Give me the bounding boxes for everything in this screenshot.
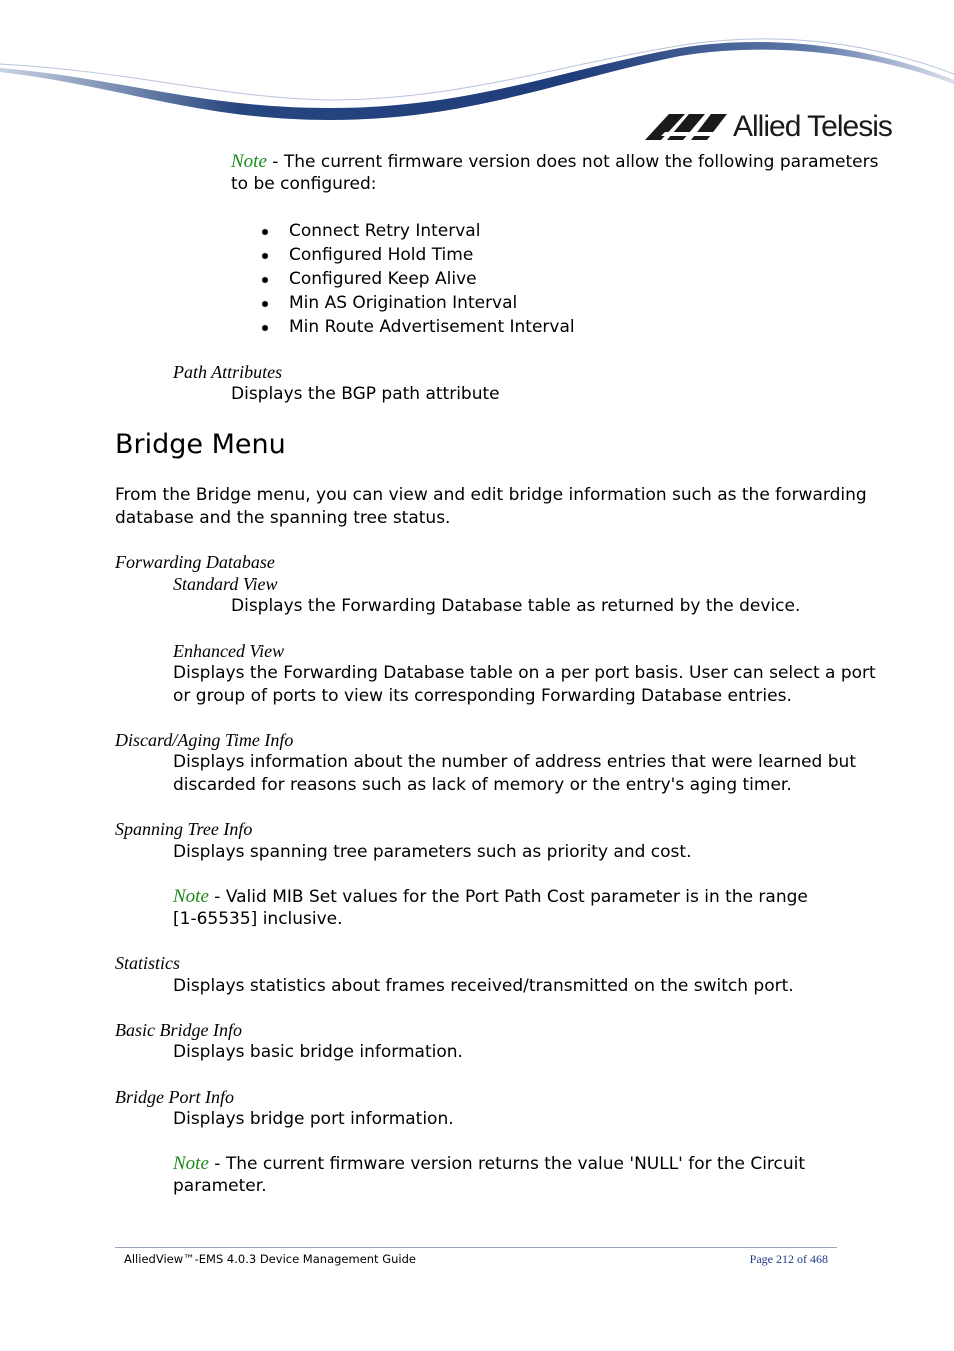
list-item: Configured Hold Time xyxy=(289,244,575,268)
note-label: Note xyxy=(173,886,209,907)
footer-doc-title: AlliedView™-EMS 4.0.3 Device Management Guide xyxy=(124,1252,416,1266)
section-intro-line2: database and the spanning tree status. xyxy=(115,508,451,528)
discard-aging-desc-line2: discarded for reasons such as lack of memory or the entry's aging timer. xyxy=(173,775,792,795)
note-text-line2: parameter. xyxy=(173,1176,267,1196)
statistics-desc: Displays statistics about frames received/transmitted on the switch port. xyxy=(173,976,794,996)
note-text-line1: - The current firmware version returns the value 'NULL' for the Circuit xyxy=(208,1154,806,1174)
list-item: Min AS Origination Interval xyxy=(289,292,575,316)
standard-view-term: Standard View xyxy=(173,574,278,594)
note-text-line2: [1-65535] inclusive. xyxy=(173,909,343,929)
list-item: Min Route Advertisement Interval xyxy=(289,316,575,340)
forwarding-db-term: Forwarding Database xyxy=(115,552,275,572)
header-swoosh xyxy=(0,0,954,125)
footer-divider xyxy=(115,1247,837,1248)
spanning-tree-desc: Displays spanning tree parameters such as priority and cost. xyxy=(173,842,692,862)
list-item: Configured Keep Alive xyxy=(289,268,575,292)
basic-bridge-term: Basic Bridge Info xyxy=(115,1020,242,1040)
statistics-term: Statistics xyxy=(115,953,181,973)
allied-telesis-logo xyxy=(645,108,900,148)
note-text-line2: to be configured: xyxy=(231,174,377,194)
logo-mark-icon xyxy=(645,114,727,140)
brand-name: Allied Telesis xyxy=(733,110,892,143)
enhanced-view-term: Enhanced View xyxy=(173,641,285,661)
bullet-icon xyxy=(262,253,268,259)
bridge-port-term: Bridge Port Info xyxy=(115,1087,234,1107)
note-port-path-cost xyxy=(173,885,808,909)
bullet-icon xyxy=(262,277,268,283)
spanning-tree-term: Spanning Tree Info xyxy=(115,819,253,839)
bullet-icon xyxy=(262,301,268,307)
note-circuit-null xyxy=(173,1152,805,1176)
basic-bridge-desc: Displays basic bridge information. xyxy=(173,1042,463,1062)
bullet-icon xyxy=(262,325,268,331)
unconfigurable-params-list xyxy=(289,220,575,340)
enhanced-view-desc-line2: or group of ports to view its corresponding Forwarding Database entries. xyxy=(173,686,792,706)
bridge-port-desc: Displays bridge port information. xyxy=(173,1109,454,1129)
enhanced-view-desc-line1: Displays the Forwarding Database table on a per port basis. User can select a port xyxy=(173,663,876,683)
path-attributes-term: Path Attributes xyxy=(173,362,283,382)
note-label: Note xyxy=(231,151,267,172)
note-label: Note xyxy=(173,1153,209,1174)
note-text-line1: - Valid MIB Set values for the Port Path Cost parameter is in the range xyxy=(208,887,808,907)
bullet-icon xyxy=(262,229,268,235)
note-text-line1: - The current firmware version does not allow the following parameters xyxy=(266,152,879,172)
discard-aging-desc-line1: Displays information about the number of address entries that were learned but xyxy=(173,752,856,772)
section-title: Bridge Menu xyxy=(115,429,286,460)
standard-view-desc: Displays the Forwarding Database table as returned by the device. xyxy=(231,596,801,616)
footer-page-number: Page 212 of 468 xyxy=(749,1252,828,1266)
note-firmware-params xyxy=(231,150,878,174)
section-intro-line1: From the Bridge menu, you can view and edit bridge information such as the forwarding xyxy=(115,485,867,505)
list-item: Connect Retry Interval xyxy=(289,220,575,244)
discard-aging-term: Discard/Aging Time Info xyxy=(115,730,294,750)
path-attributes-desc: Displays the BGP path attribute xyxy=(231,384,500,404)
